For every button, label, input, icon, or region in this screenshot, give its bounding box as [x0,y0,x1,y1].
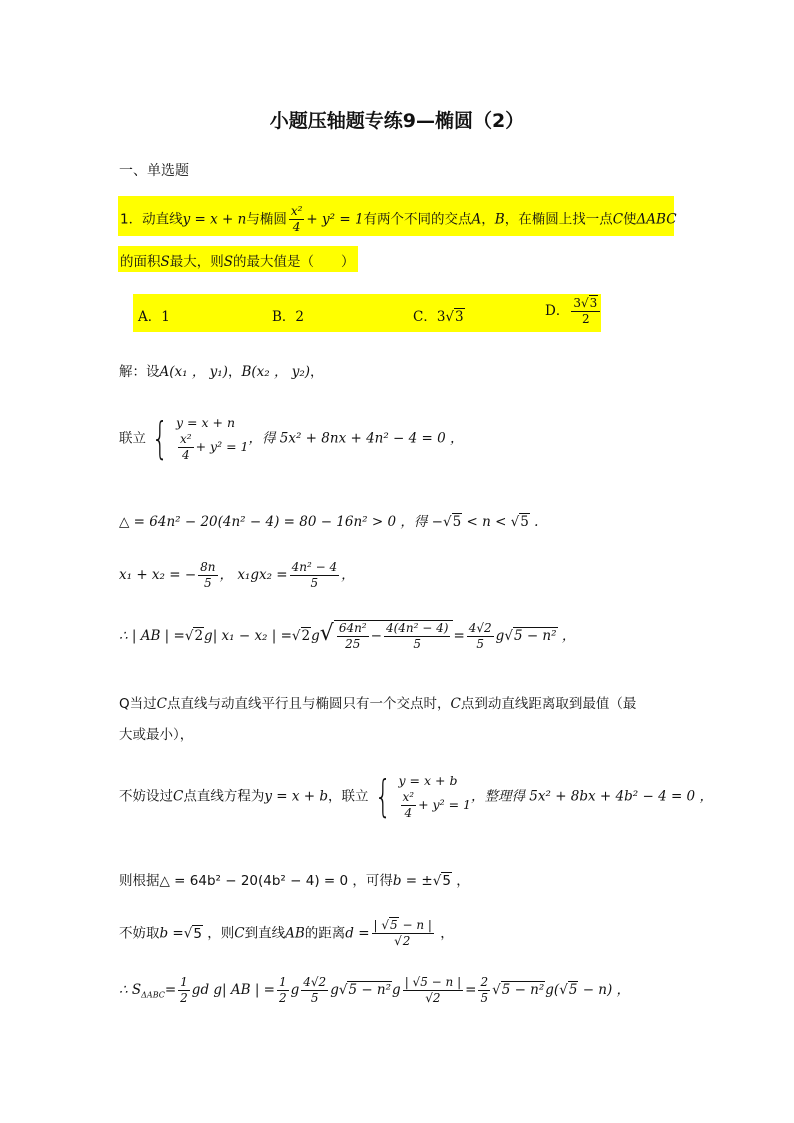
math-text: − [370,628,382,644]
system-fraction [178,432,194,463]
option-D-coef: 3 [573,296,581,310]
math-text: − n) ， [578,982,631,998]
radical: 2 [194,628,204,644]
solution-step-3: △ = 64n² − 20(4n² − 4) = 80 − 16n² > 0 ，得 −√5 < n < √5 . [119,514,539,530]
fraction-denominator: 5 [480,991,489,1005]
fraction-denominator: 25 [345,637,361,651]
solution-step-6 [119,692,636,712]
distance-fraction: $\frac{| √5 - n |}{√2}$ [373,918,432,948]
radical: 5 [520,514,529,530]
math-text: = [465,982,477,998]
solution-step-9: 不妨取b =√5 ，则C到直线AB的距离d = $\frac{| √5 - n |}{√2}$ ， [119,918,454,948]
punct: ， [341,567,355,583]
punct: ， [435,925,454,942]
option-A[interactable]: A．1 [138,309,170,325]
line-equation: y = x + n [182,211,247,228]
fraction-numerator: 1 [180,975,188,989]
solution-step-10: ∴ $S_{\Delta ABC}=$ $\frac{1}{2}$ gd g| AB | = $\frac{1}{2}$ g $\frac{4√2}{5}$ g√5 − n²g $\frac{| √5 - n |}{√2}$ = $\frac{2}{5}$ √5 − n²g(√5 − n) ， [119,975,631,1005]
question-text: 最大，则 [169,254,224,270]
option-D-den: 2 [581,312,590,326]
radical: 5 [568,982,578,998]
solution-text: Q当过 [119,696,157,712]
fraction-numerator: 4n² − 4 [291,560,338,574]
punct: . [529,514,539,530]
question-text: 使 [623,211,637,228]
fraction [277,975,289,1006]
chord-length: ∴ | AB | = [119,628,185,644]
ellipse-equation-rest: + y² = 1 [306,211,364,228]
solution-text: 则根据△ = 64b² − 20(4b² − 4) = 0 ，可得 [119,873,393,889]
area-label: ∴ S [119,982,142,998]
system-eq-top: y = x + b [398,773,458,788]
fraction [290,560,340,591]
option-D-label: D． [545,303,570,319]
fraction-denominator: 5 [310,576,319,590]
solution-step-4 [119,560,355,591]
solution-text: ，联立 [328,788,369,805]
solution-step-7 [119,772,713,821]
solution-text: 点到动直线距离取到最值（最 [460,696,637,712]
fraction-numerator: 64n² [338,621,367,635]
var-S: S [223,254,233,270]
fraction-denominator: 2 [278,991,287,1005]
fraction-numerator: 4(4n² − 4) [385,621,449,635]
math-text: g [495,628,505,644]
fraction [198,560,217,591]
fraction-numerator: | √5 − n | [404,975,462,989]
point-A: A [471,211,482,228]
solution-text: 不妨取 [119,925,160,942]
question-line-2 [120,250,355,270]
var-S: S [160,254,170,270]
radical: 5 − n² [513,628,557,644]
solution-step-1 [119,360,324,380]
radical: 5 [390,918,398,932]
punct: ， [451,873,470,889]
solution-text: 不妨设过 [119,788,173,805]
fraction-denominator: 5 [204,576,212,590]
fraction-numerator: 4√2 [303,975,327,989]
point-C: C [234,925,245,942]
radical: 5 [193,925,202,942]
punct: ， [310,364,324,380]
system-eq-top: y = x + n [176,415,236,430]
punct: ， [481,211,495,228]
page-title: 小题压轴题专练9—椭圆（2） [269,110,525,132]
fraction-numerator: 4√2 [468,621,492,635]
question-text: 有两个不同的交点 [363,211,472,228]
solution-text: 解：设 [119,364,160,380]
solution-text: 点直线方程为 [183,788,265,805]
option-B[interactable]: B．2 [272,309,305,325]
math-text: gd g| AB | = [191,982,275,998]
fraction [478,975,490,1006]
point-A-coords: A(x₁ ， y₁) [159,364,228,380]
point-C: C [450,696,461,712]
question-text: ，在椭圆上找一点 [504,211,613,228]
math-text: g| x₁ − x₂ | = [204,628,292,644]
area-subscript: ΔABC [141,990,165,1000]
fraction-denominator: 5 [413,637,421,651]
fraction [403,975,463,1006]
equation-system [399,772,471,821]
fraction [337,621,369,652]
math-text: d = [345,925,370,942]
math-text: b = [159,925,184,942]
option-D[interactable] [545,296,602,327]
section-heading: 一、单选题 [119,163,189,179]
question-number: 1．动直线 [120,211,183,228]
options-highlight [133,294,601,332]
math-text: g [290,982,300,998]
fraction-denominator: 5 [310,991,319,1005]
radical: 5 [452,514,462,530]
brace-icon: { [374,770,391,822]
fraction [178,975,190,1006]
fraction-numerator: x² [402,790,415,804]
point-B: B [494,211,505,228]
radical: 5 − n² [348,982,392,998]
math-text: g( [545,982,560,998]
solution-step-6b: 大或最小）， [119,727,194,743]
system-eq-bottom: + y² = 1 [195,439,249,454]
fraction-denominator: √2 [425,991,441,1005]
math-text: − n | [398,918,432,932]
math-text: g [311,628,320,644]
ellipse-fraction [289,204,305,235]
solution-text: 到直线 [244,925,286,942]
fraction [467,621,494,652]
question-text: 的面积 [120,254,161,270]
solution-step-5: ∴ | AB | =√2g| x₁ − x₂ | =√2g√ $\frac{\text{64n²}}{25}$ − $\frac{\text{4(4n² − 4)}}{5}$ = $\frac{4√2}{5}$ g√5 − n² ， [119,621,576,651]
math-text: = [164,982,177,998]
solution-step-2 [119,414,464,463]
tangent-equation: y = x + b [264,788,329,805]
fraction-numerator: 1 [278,975,287,989]
fraction [301,975,328,1006]
option-D-fraction: $\frac{3√3}{2}$ [571,296,600,327]
option-D-radical: 3 [589,296,598,310]
question-text: 与椭圆 [246,211,287,228]
line-AB: AB [285,925,305,942]
fraction-denominator: 4 [181,448,190,462]
point-C: C [173,788,184,805]
fraction-denominator: 4 [404,806,413,820]
system-eq-bottom: + y² = 1 [418,797,471,812]
math-text: b = ± [392,873,433,889]
solution-text: 的距离 [304,925,346,942]
triangle-ABC: ΔABC [636,211,677,228]
radical: 2 [301,628,311,644]
quadratic-result: ，整理得 5x² + 8bx + 4b² − 4 = 0 ， [471,788,713,805]
option-C[interactable]: C．3√3 [413,309,464,325]
fraction-numerator: x² [180,432,192,446]
brace-icon: { [151,412,169,464]
math-text: g [392,982,401,998]
solution-text: ，则 [202,925,235,942]
vieta-sum: x₁ + x₂ = − [119,567,197,583]
fraction-denominator: 5 [476,637,485,651]
question-text: 的最大值是（ ） [233,254,355,270]
fraction-denominator: 4 [292,220,301,234]
radical: 5 [442,873,451,889]
point-B-coords: B(x₂ ， y₂) [241,364,311,380]
discriminant-text: △ = 64n² − 20(4n² − 4) = 80 − 16n² > 0 ，得 − [119,514,443,530]
solution-step-8: 则根据△ = 64b² − 20(4b² − 4) = 0 ，可得b = ±√5 ， [119,873,470,889]
option-C-label: C．3 [413,309,446,325]
point-C: C [156,696,167,712]
equation-system [176,414,248,463]
point-C: C [612,211,624,228]
question-line-1 [120,204,677,235]
math-text: g [330,982,339,998]
math-text: | [373,918,382,932]
system-fraction [401,790,417,821]
fraction-numerator: 8n [200,560,216,574]
fraction [384,621,451,652]
solution-text: 联立 [119,430,146,447]
option-C-radical: 3 [455,309,464,325]
vieta-product: ， x₁gx₂ = [219,567,288,583]
fraction-denominator: 2 [180,991,188,1005]
fraction-numerator: 2 [480,975,489,989]
quadratic-result: ，得 5x² + 8nx + 4n² − 4 = 0 ， [248,430,464,447]
fraction-numerator: x² [290,204,303,218]
inequality: < n < [462,514,511,530]
punct: ， [557,628,576,644]
radical: 5 − n² [501,982,545,998]
punct: ， [227,364,242,380]
math-text: = [453,628,465,644]
radical: 2 [402,934,411,948]
solution-text: 点直线与动直线平行且与椭圆只有一个交点时， [166,696,451,712]
